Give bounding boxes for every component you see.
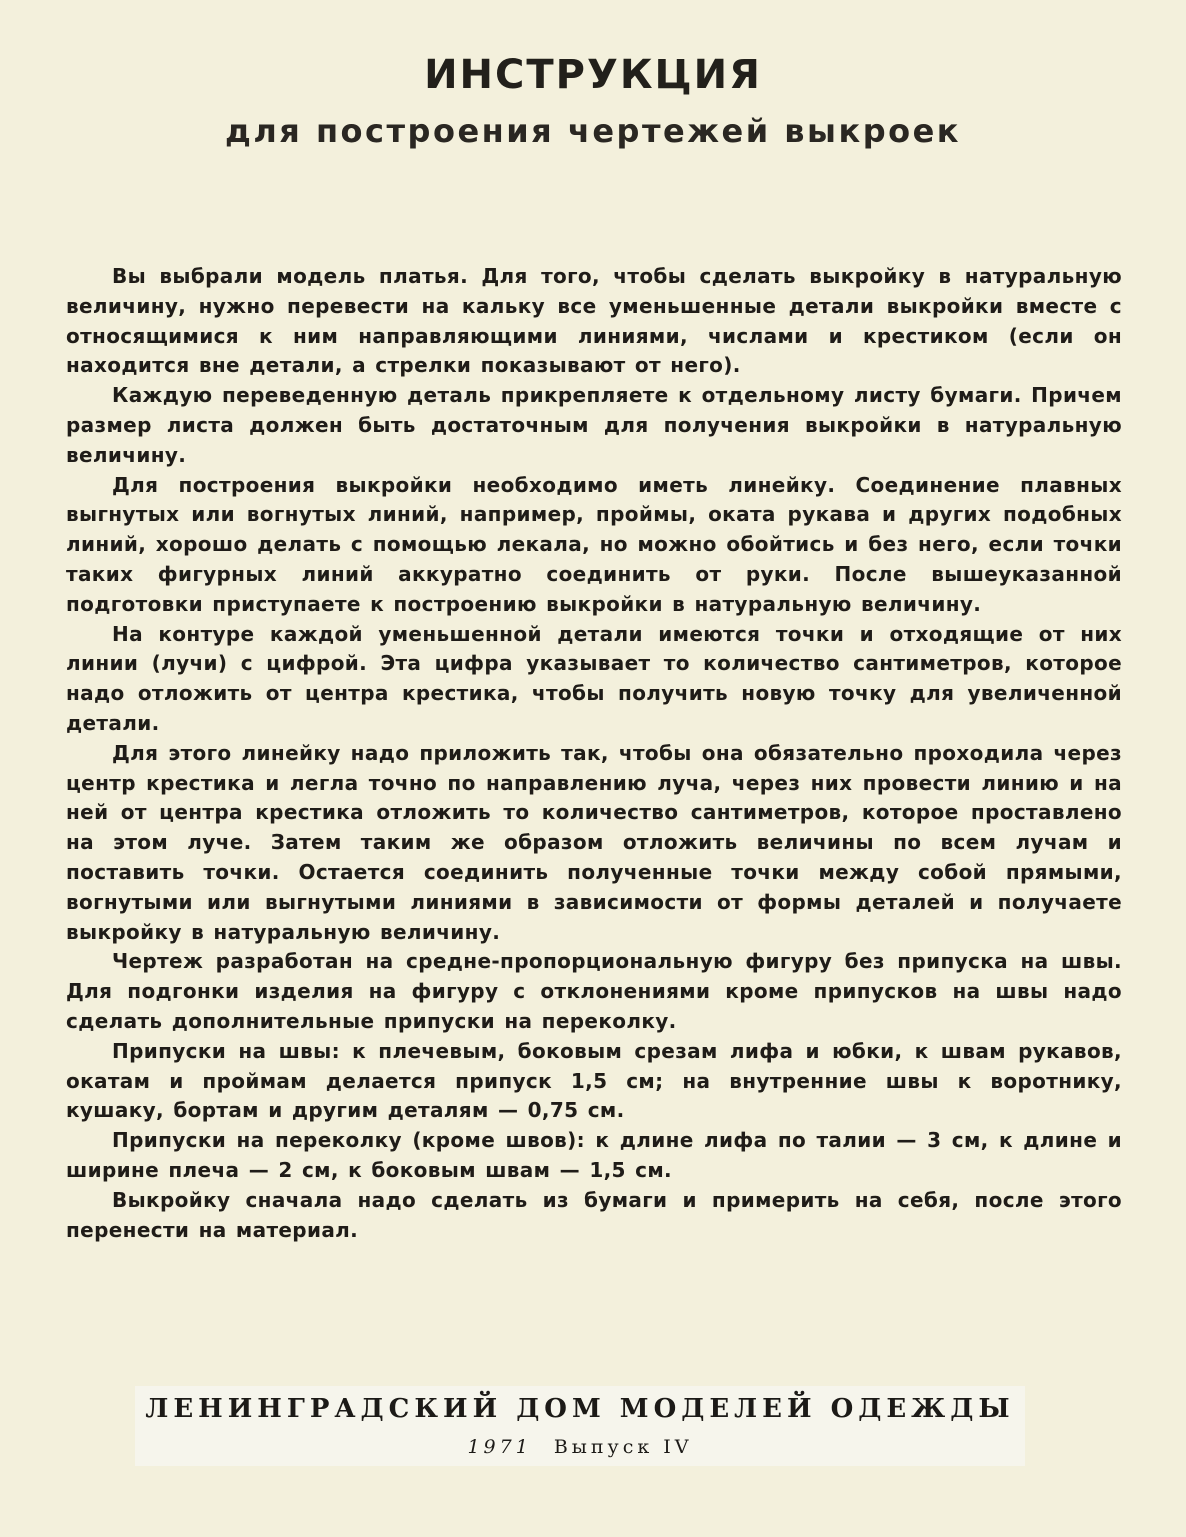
- page-title: ИНСТРУКЦИЯ: [424, 52, 762, 98]
- paragraph-figure: Чертеж разработан на средне-пропорциональную фигуру без припуска на швы. Для подгонки изделия на фигуру с отклонениями кроме припусков на швы надо сделать дополнительные припуски на переколку.: [66, 949, 1122, 1033]
- instructions-body: [66, 262, 1122, 1245]
- publisher-name: ЛЕНИНГРАДСКИЙ ДОМ МОДЕЛЕЙ ОДЕЖДЫ: [145, 1394, 1015, 1424]
- edition-line: [135, 1436, 1025, 1458]
- paragraph-fitting-allowances: Припуски на переколку (кроме швов): к длине лифа по талии — 3 см, к длине и ширине плеча — 2 см, к боковым швам — 1,5 см.: [66, 1128, 1122, 1182]
- paragraph-intro: Вы выбрали модель платья. Для того, чтобы сделать выкройку в натуральную величину, нужно перевести на кальку все уменьшенные детали выкройки вместе с относящимися к ним направляющими линиями, числами и крестиком (если он находится вне детали, а стрелки показывают от него).: [66, 264, 1122, 378]
- publisher-footer: [135, 1386, 1025, 1466]
- paragraph-rays: На контуре каждой уменьшенной детали имеются точки и отходящие от них линии (лучи) с цифрой. Эта цифра указывает то количество сантиметров, которое надо отложить от центра крестика, чтобы получить новую точку для увеличенной детали.: [66, 621, 1122, 735]
- paragraph-method: Для этого линейку надо приложить так, чтобы она обязательно проходила через центр крестика и легла точно по направлению луча, через них провести линию и на ней от центра крестика отложить то количество сантиметров, которое проставлено на этом луче. Затем таким же образом отложить величины по всем лучам и поставить точки. Остается соединить полученные точки между собой прямыми, вогнутыми или выгнутыми линиями в зависимости от формы деталей и получаете выкройку в натуральную величину.: [66, 740, 1122, 944]
- page-subtitle: для построения чертежей выкроек: [224, 112, 962, 150]
- edition-year: 1971: [467, 1436, 532, 1458]
- paragraph-final: Выкройку сначала надо сделать из бумаги и примерить на себя, после этого перенести на материал.: [66, 1187, 1122, 1242]
- edition-issue: Выпуск IV: [553, 1436, 693, 1458]
- paragraph-sheet: Каждую переведенную деталь прикрепляете к отдельному листу бумаги. Причем размер листа должен быть достаточным для получения выкройки в натуральную величину.: [66, 383, 1122, 467]
- paragraph-seam-allowances: Припуски на швы: к плечевым, боковым срезам лифа и юбки, к швам рукавов, окатам и проймам делается припуск 1,5 см; на внутренние швы к воротнику, кушаку, бортам и другим деталям — 0,75 см.: [66, 1038, 1122, 1123]
- paragraph-ruler: Для построения выкройки необходимо иметь линейку. Соединение плавных выгнутых или вогнутых линий, например, проймы, оката рукава и других подобных линий, хорошо делать с помощью лекала, но можно обойтись и без него, если точки таких фигурных линий аккуратно соединить от руки. После вышеуказанной подготовки приступаете к построению выкройки в натуральную величину.: [66, 472, 1122, 616]
